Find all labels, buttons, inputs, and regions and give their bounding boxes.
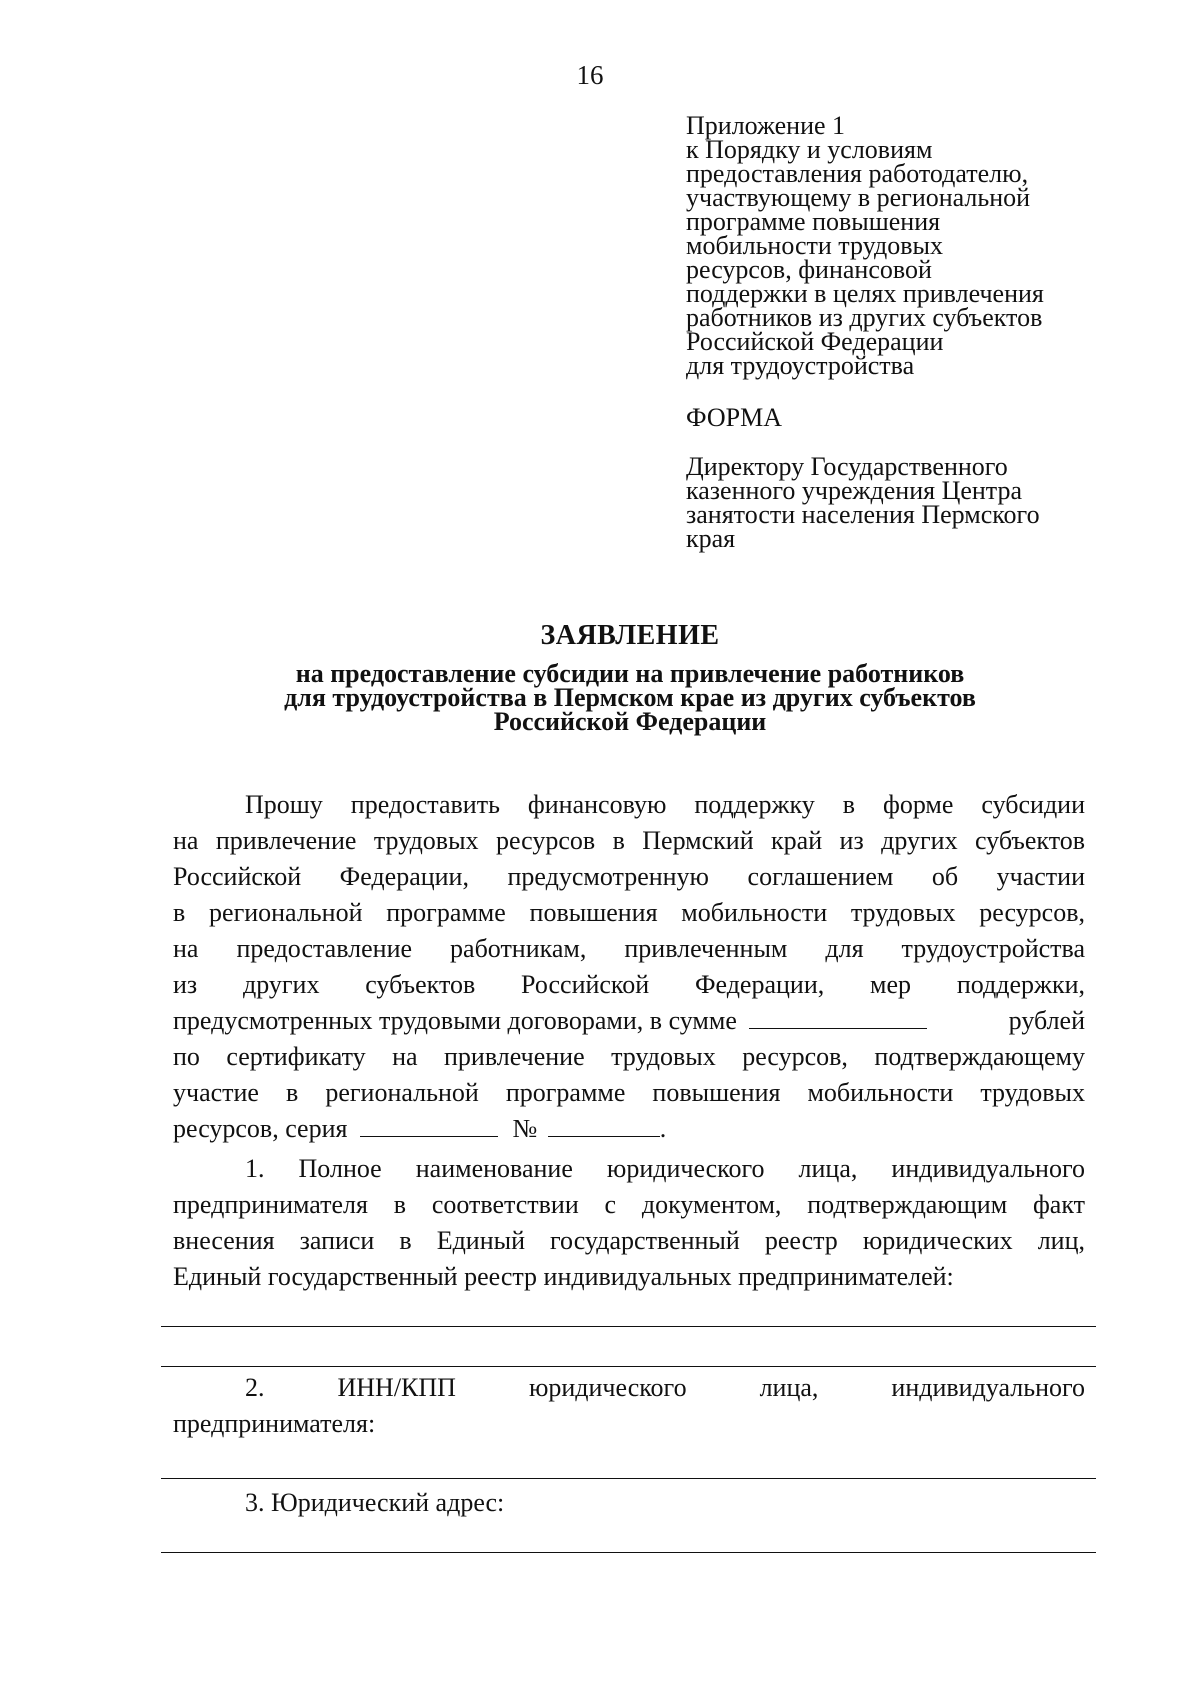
series-line <box>173 1111 1085 1147</box>
document-title: ЗАЯВЛЕНИЕ <box>540 620 720 651</box>
form-label: ФОРМА <box>686 403 782 432</box>
inn-kpp-field-line[interactable] <box>161 1478 1096 1479</box>
appendix-line: мобильности трудовых <box>686 231 943 260</box>
appendix-line: к Порядку и условиям <box>686 135 933 164</box>
request-paragraph <box>173 787 1085 1147</box>
item-1-line: внесения записи в Единый государственный реестр юридических лиц, <box>173 1226 1085 1255</box>
legal-address-field-line[interactable] <box>161 1552 1096 1553</box>
item-1-line: предпринимателя в соответствии с документом, подтверждающим факт <box>173 1190 1085 1219</box>
page-number: 16 <box>576 60 604 90</box>
paragraph-line: на привлечение трудовых ресурсов в Пермский край из других субъектов <box>173 826 1085 855</box>
appendix-line: для трудоустройства <box>686 351 915 380</box>
item-1 <box>173 1151 1085 1295</box>
document-subtitle <box>0 659 1200 736</box>
paragraph-line: участие в региональной программе повышения мобильности трудовых <box>173 1078 1085 1107</box>
paragraph-line: в региональной программе повышения мобильности трудовых ресурсов, <box>173 898 1085 927</box>
addressee-line: края <box>686 524 736 553</box>
appendix-block <box>686 111 1106 380</box>
appendix-line: работников из других субъектов <box>686 303 1043 332</box>
item-2-line: предпринимателя: <box>173 1409 376 1438</box>
subtitle-line: для трудоустройства в Пермском крае из других субъектов <box>284 683 976 712</box>
item-2-line: 2. ИНН/КПП юридического лица, индивидуального <box>245 1373 1085 1402</box>
series-label: ресурсов, серия <box>173 1114 348 1143</box>
paragraph-line: из других субъектов Российской Федерации, мер поддержки, <box>173 970 1085 999</box>
company-name-field-line-1[interactable] <box>161 1326 1096 1327</box>
addressee-line: казенного учреждения Центра <box>686 476 1023 505</box>
paragraph-line: по сертификату на привлечение трудовых ресурсов, подтверждающему <box>173 1042 1085 1071</box>
appendix-line: поддержки в целях привлечения <box>686 279 1044 308</box>
sum-amount-field[interactable] <box>749 1006 927 1029</box>
subtitle-line: Российской Федерации <box>493 707 767 736</box>
addressee-line: Директору Государственного <box>686 452 1008 481</box>
sum-currency-label: рублей <box>1008 1006 1085 1035</box>
number-field[interactable] <box>548 1114 660 1137</box>
appendix-line: программе повышения <box>686 207 941 236</box>
paragraph-line: Российской Федерации, предусмотренную соглашением об участии <box>173 862 1085 891</box>
item-2 <box>173 1370 1085 1442</box>
appendix-line: ресурсов, финансовой <box>686 255 932 284</box>
appendix-line: Российской Федерации <box>686 327 944 356</box>
sum-line-text: предусмотренных трудовыми договорами, в сумме <box>173 1006 737 1035</box>
paragraph-line: на предоставление работникам, привлеченным для трудоустройства <box>173 934 1085 963</box>
legal-address-label: 3. Юридический адрес: <box>245 1488 505 1517</box>
addressee-line: занятости населения Пермского <box>686 500 1040 529</box>
series-period: . <box>659 1114 667 1143</box>
item-3 <box>173 1485 1085 1521</box>
addressee-block <box>686 452 1106 553</box>
appendix-line: предоставления работодателю, <box>686 159 1029 188</box>
sum-line <box>173 1003 1085 1039</box>
appendix-line: Приложение 1 <box>686 111 846 140</box>
item-1-line: Единый государственный реестр индивидуальных предпринимателей: <box>173 1262 954 1291</box>
company-name-field-line-2[interactable] <box>161 1366 1096 1367</box>
paragraph-line: Прошу предоставить финансовую поддержку в форме субсидии <box>245 790 1085 819</box>
number-sign: № <box>512 1114 538 1143</box>
item-1-line: 1. Полное наименование юридического лица, индивидуального <box>245 1154 1085 1183</box>
series-field[interactable] <box>360 1114 498 1137</box>
subtitle-line: на предоставление субсидии на привлечение работников <box>295 659 965 688</box>
appendix-line: участвующему в региональной <box>686 183 1031 212</box>
